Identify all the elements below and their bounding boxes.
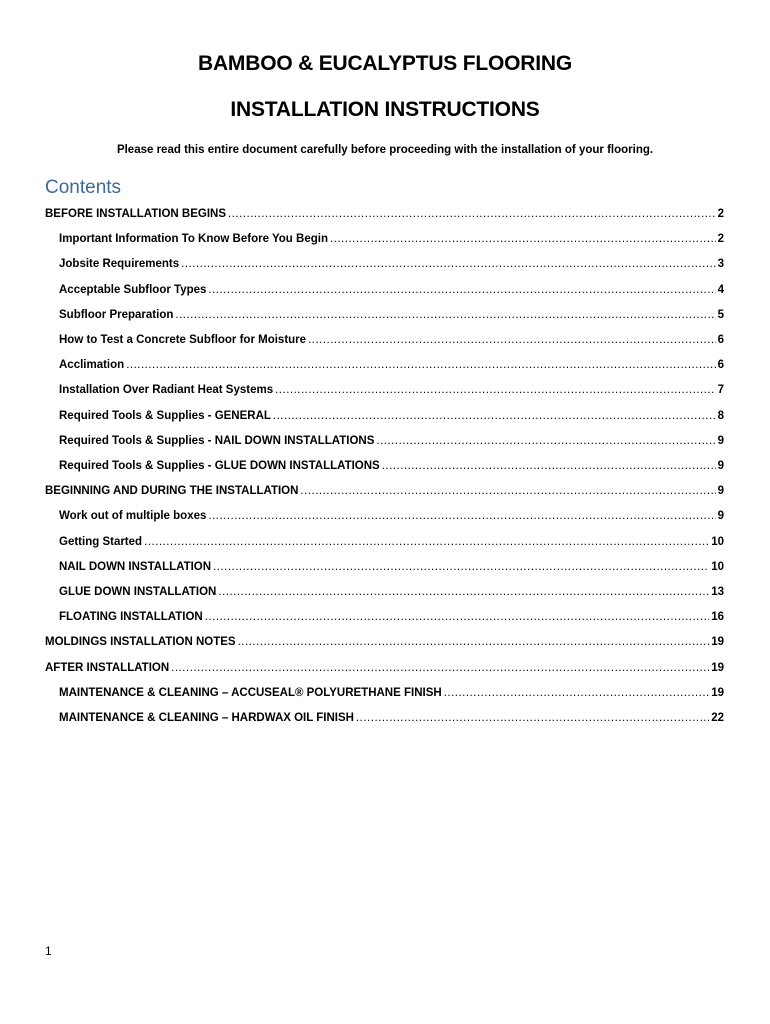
toc-entry-page: 13 (711, 586, 724, 598)
toc-entry-title: NAIL DOWN INSTALLATION (59, 560, 212, 573)
document-subtitle: INSTALLATION INSTRUCTIONS (230, 98, 540, 121)
toc-entry-page: 19 (711, 661, 724, 674)
toc-entry[interactable] (59, 406, 724, 422)
toc-entry-page: 9 (717, 510, 724, 523)
toc-entry-page: 22 (711, 712, 724, 724)
toc-entry-page: 10 (711, 535, 724, 548)
toc-entry-title: Getting Started (59, 535, 143, 548)
toc-entry[interactable] (59, 305, 724, 321)
toc-dot-leader (218, 586, 709, 598)
toc-entry-title: Work out of multiple boxes (59, 510, 207, 523)
toc-entry-page: 8 (717, 409, 724, 422)
toc-entry-title: Important Information To Know Before You Begin (59, 233, 328, 246)
toc-entry-page: 6 (717, 359, 724, 372)
toc-entry-title: Acclimation (59, 359, 125, 372)
toc-entry[interactable] (59, 229, 724, 245)
toc-entry-page: 3 (717, 258, 724, 271)
toc-dot-leader (208, 510, 715, 522)
toc-entry-page: 19 (711, 636, 724, 649)
toc-entry[interactable] (59, 380, 724, 396)
toc-dot-leader (330, 233, 716, 245)
toc-entry-page: 2 (717, 208, 724, 220)
toc-entry[interactable] (59, 683, 724, 699)
toc-dot-leader (238, 636, 710, 648)
toc-entry[interactable] (45, 632, 724, 648)
toc-dot-leader (126, 359, 715, 371)
toc-entry-title: BEGINNING AND DURING THE INSTALLATION (45, 485, 299, 498)
toc-dot-leader (175, 309, 715, 321)
toc-entry-title: Required Tools & Supplies - NAIL DOWN INSTALLATIONS (59, 434, 375, 447)
toc-entry-title: Required Tools & Supplies - GLUE DOWN INSTALLATIONS (59, 460, 380, 472)
toc-entry-page: 16 (711, 611, 724, 624)
toc-dot-leader (444, 687, 710, 699)
toc-entry-title: FLOATING INSTALLATION (59, 611, 203, 624)
toc-entry[interactable] (59, 557, 724, 573)
toc-entry-title: MAINTENANCE & CLEANING – HARDWAX OIL FINISH (59, 712, 354, 724)
toc-entry-title: Jobsite Requirements (59, 258, 180, 271)
toc-entry[interactable] (59, 506, 724, 522)
toc-entry-title: MAINTENANCE & CLEANING – ACCUSEAL® POLYURETHANE FINISH (59, 686, 442, 699)
toc-entry[interactable] (59, 456, 724, 472)
toc-entry-title: AFTER INSTALLATION (45, 661, 170, 674)
toc-dot-leader (273, 410, 716, 422)
toc-entry-title: Installation Over Radiant Heat Systems (59, 384, 274, 397)
page-number: 1 (45, 944, 52, 958)
toc-dot-leader (300, 485, 715, 497)
toc-dot-leader (205, 611, 709, 623)
toc-dot-leader (308, 334, 716, 346)
toc-dot-leader (181, 258, 715, 270)
intro-note: Please read this entire document carefully before proceeding with the installation of your flooring. (116, 144, 654, 156)
toc-entry-page: 2 (717, 233, 724, 246)
toc-entry-page: 10 (711, 560, 724, 573)
contents-heading: Contents (45, 177, 122, 198)
toc-entry-page: 9 (717, 485, 724, 498)
toc-entry-title: Subfloor Preparation (59, 308, 174, 321)
toc-entry-title: How to Test a Concrete Subfloor for Moisture (59, 334, 307, 346)
toc-dot-leader (382, 460, 716, 472)
toc-dot-leader (275, 384, 715, 396)
toc-entry[interactable] (59, 280, 724, 296)
toc-entry[interactable] (45, 204, 724, 220)
toc-dot-leader (228, 208, 716, 220)
toc-entry-title: Required Tools & Supplies - GENERAL (59, 409, 271, 422)
toc-entry[interactable] (59, 355, 724, 371)
toc-entry[interactable] (59, 607, 724, 623)
toc-entry-page: 6 (717, 334, 724, 346)
toc-entry-page: 4 (717, 283, 724, 296)
toc-dot-leader (208, 284, 715, 296)
toc-dot-leader (144, 536, 709, 548)
toc-entry-page: 7 (717, 384, 724, 397)
toc-entry-title: GLUE DOWN INSTALLATION (59, 586, 217, 598)
toc-dot-leader (171, 662, 709, 674)
toc-entry[interactable] (59, 431, 724, 447)
toc-entry[interactable] (45, 481, 724, 497)
toc-dot-leader (213, 561, 709, 573)
toc-entry-page: 5 (717, 308, 724, 321)
toc-entry-title: MOLDINGS INSTALLATION NOTES (45, 636, 236, 649)
toc-entry-title: BEFORE INSTALLATION BEGINS (45, 208, 227, 220)
toc-dot-leader (356, 712, 709, 724)
toc-entry-page: 19 (711, 686, 724, 699)
toc-entry-page: 9 (717, 434, 724, 447)
toc-entry[interactable] (59, 254, 724, 270)
document-title: BAMBOO & EUCALYPTUS FLOORING (198, 52, 572, 75)
toc-entry-title: Acceptable Subfloor Types (59, 283, 207, 296)
toc-entry[interactable] (59, 708, 724, 724)
toc-entry[interactable] (59, 582, 724, 598)
toc-entry-page: 9 (717, 460, 724, 472)
toc-dot-leader (376, 435, 715, 447)
toc-entry[interactable] (59, 330, 724, 346)
toc-entry[interactable] (59, 532, 724, 548)
toc-entry[interactable] (45, 658, 724, 674)
